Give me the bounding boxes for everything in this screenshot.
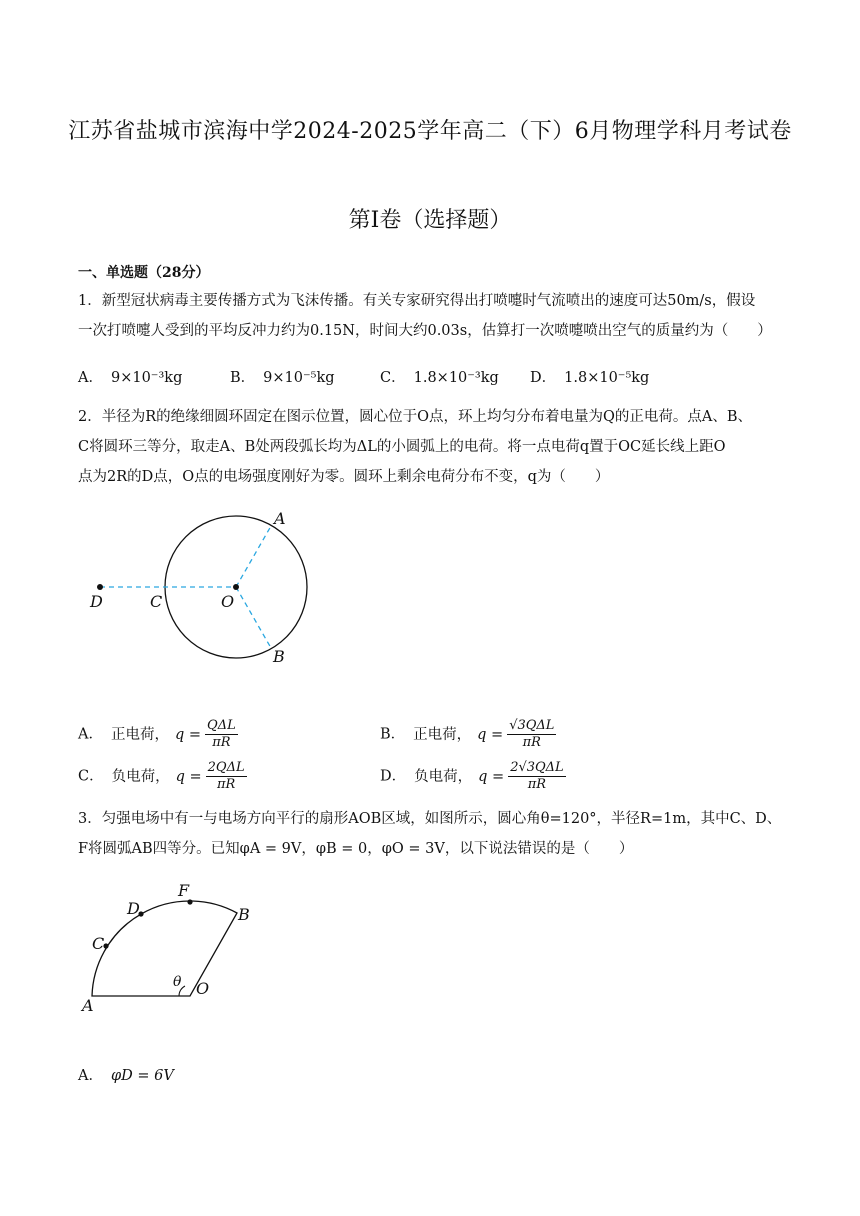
q1-option-b[interactable] — [230, 366, 335, 387]
sector-outline — [92, 901, 237, 996]
q2-option-c[interactable] — [78, 760, 247, 793]
volume-title: 第Ⅰ卷（选择题） — [348, 208, 512, 233]
fraction-numerator: 2QΔL — [207, 760, 245, 775]
question-2 — [78, 402, 784, 492]
option-label: B． — [230, 370, 256, 386]
option-text: φD = 6V — [110, 1068, 174, 1084]
point-f-dot — [187, 899, 192, 904]
option-text: 9×10⁻³kg — [110, 370, 183, 386]
label-b: B — [273, 647, 285, 666]
question-1-line-2: 一次打喷嚏人受到的平均反冲力约为0.15N，时间大约0.03s，估算打一次喷嚏喷出空气的质量约为（ ） — [78, 323, 772, 339]
oa-dashed-line — [236, 526, 271, 587]
ring-figure — [78, 500, 338, 680]
option-var: q = — [174, 726, 202, 743]
label-b: B — [238, 905, 250, 924]
option-kind: 正电荷， — [413, 726, 472, 743]
label-d: D — [127, 899, 140, 918]
question-2-line-3: 点为2R的D点，O点的电场强度刚好为零。圆环上剩余电荷分布不变，q为（ ） — [78, 469, 610, 485]
fraction-denominator: πR — [527, 777, 547, 792]
page-title: 江苏省盐城市滨海中学2024-2025学年高二（下）6月物理学科月考试卷 — [68, 119, 792, 144]
option-label: A． — [78, 370, 103, 386]
option-label: B． — [380, 726, 406, 743]
point-d-dot — [97, 584, 103, 590]
label-a: A — [274, 509, 286, 528]
fraction-denominator: πR — [212, 735, 231, 750]
fraction-denominator: πR — [522, 735, 541, 750]
option-label: C． — [78, 768, 104, 785]
question-2-line-1: 2．半径为R的绝缘细圆环固定在图示位置，圆心位于O点，环上均匀分布着电量为Q的正电荷。点A、B、 — [78, 409, 753, 425]
option-kind: 负电荷， — [111, 768, 170, 785]
label-a: A — [82, 996, 94, 1015]
option-label: A． — [78, 1068, 103, 1084]
fraction-numerator: 2√3QΔL — [510, 760, 564, 775]
q1-option-a[interactable] — [78, 366, 182, 387]
question-3 — [78, 804, 784, 864]
option-kind: 正电荷， — [110, 726, 169, 743]
option-label: A． — [78, 726, 103, 743]
option-var: q = — [175, 768, 202, 785]
option-label: D． — [380, 768, 407, 785]
option-var: q = — [477, 726, 504, 743]
q1-option-c[interactable] — [380, 366, 499, 387]
section-heading: 一、单选题（28分） — [78, 265, 210, 281]
option-label: C． — [380, 370, 406, 386]
point-o-dot — [233, 584, 239, 590]
label-c: C — [92, 934, 105, 953]
option-text: 9×10⁻⁵kg — [263, 370, 335, 386]
fraction-denominator: πR — [216, 777, 236, 792]
option-fraction — [507, 718, 556, 751]
label-o: O — [196, 979, 210, 998]
sector-figure — [78, 876, 278, 1026]
option-text: 1.8×10⁻³kg — [413, 370, 499, 386]
question-1-line-1: 1．新型冠状病毒主要传播方式为飞沫传播。有关专家研究得出打喷嚏时气流喷出的速度可达50m/s，假设 — [78, 293, 756, 309]
fraction-numerator: √3QΔL — [509, 718, 555, 733]
option-kind: 负电荷， — [414, 768, 473, 785]
label-o: O — [221, 592, 235, 611]
option-fraction — [508, 760, 566, 793]
option-fraction — [205, 718, 238, 751]
question-3-line-2: F将圆弧AB四等分。已知φA = 9V，φB = 0，φO = 3V，以下说法错误的是（ ） — [78, 841, 634, 857]
label-f: F — [178, 881, 190, 900]
q1-option-d[interactable] — [530, 366, 649, 387]
q2-option-d[interactable] — [380, 760, 566, 793]
option-var: q = — [478, 768, 505, 785]
label-c: C — [150, 592, 163, 611]
q2-option-a[interactable] — [78, 718, 238, 751]
option-label: D． — [530, 370, 557, 386]
label-theta: θ — [173, 974, 182, 990]
question-3-line-1: 3．匀强电场中有一与电场方向平行的扇形AOB区域，如图所示，圆心角θ=120°，半径R=1m，其中C、D、 — [78, 811, 782, 827]
question-1 — [78, 286, 784, 346]
question-2-line-2: C将圆环三等分，取走A、B处两段弧长均为ΔL的小圆弧上的电荷。将一点电荷q置于OC延长线上距O — [78, 439, 726, 455]
q2-option-b[interactable] — [380, 718, 556, 751]
q3-option-a[interactable] — [78, 1064, 174, 1085]
option-fraction — [206, 760, 247, 793]
label-d: D — [90, 592, 103, 611]
ob-dashed-line — [236, 587, 271, 648]
option-text: 1.8×10⁻⁵kg — [564, 370, 650, 386]
fraction-numerator: QΔL — [207, 718, 236, 733]
